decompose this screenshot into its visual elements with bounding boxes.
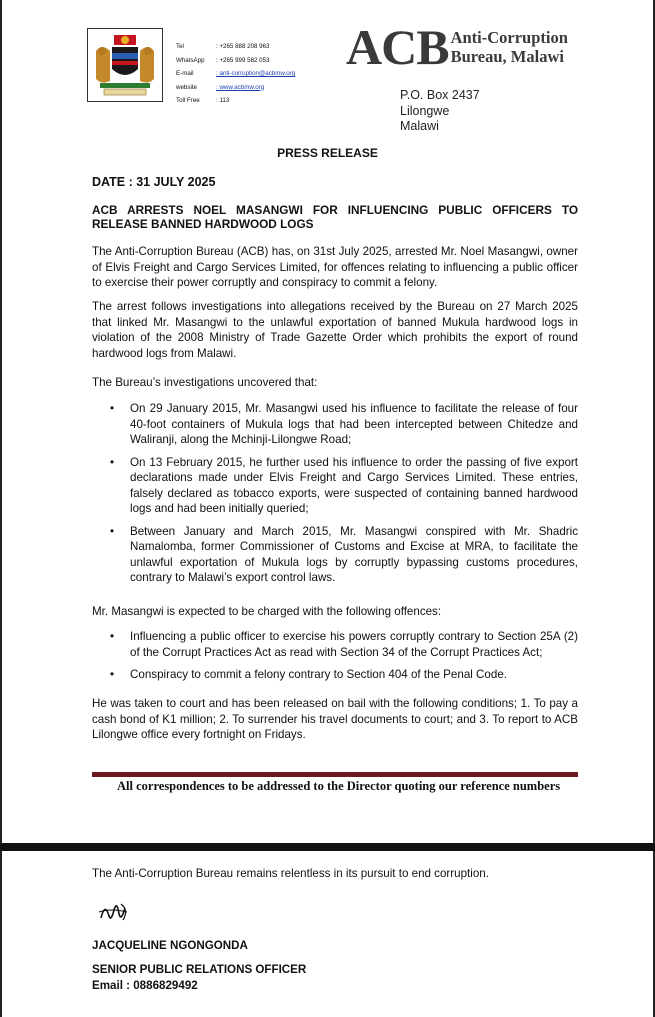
contact-email: E-mail : anti-corruption@acbmw.org <box>176 67 295 81</box>
contact-details <box>176 40 295 108</box>
email-link[interactable]: : anti-corruption@acbmw.org <box>216 70 296 77</box>
paragraph-4: Mr. Masangwi is expected to be charged with the following offences: <box>92 605 442 618</box>
list-item: • Influencing a public officer to exercise his powers corruptly contrary to Section 25A (2) of the Corrupt Practices Act as read with Section 34 of the Corrupt Practices Act; <box>110 630 578 659</box>
contact-website: website : www.acbmw.org <box>176 81 295 95</box>
closing-statement: The Anti-Corruption Bureau remains relentless in its pursuit to end corruption. <box>92 867 489 880</box>
paragraph-2: The arrest follows investigations into allegations received by the Bureau on 27 March 2025 that linked Mr. Masangwi to the unlawful exportation of banned Mukula hardwood logs in violation of the 2008 Ministry of Trade Gazette Order which prohibits the export of round hardwood logs from Malawi. <box>92 300 578 360</box>
malawi-coat-of-arms-icon <box>87 28 163 102</box>
footer-divider <box>92 772 578 777</box>
bullet-icon: • <box>110 402 115 415</box>
logo-name: Anti-Corruption Bureau, Malawi <box>450 28 568 66</box>
charges-list <box>92 629 578 690</box>
website-link[interactable]: : www.acbmw.org <box>216 83 265 91</box>
signature-icon <box>95 896 135 926</box>
bullet-icon: • <box>110 455 115 469</box>
postal-address: P.O. Box 2437 Lilongwe Malawi <box>400 88 480 133</box>
list-item: • On 13 February 2015, he further used his influence to order the passing of five export declarations made under Elvis Freight and Cargo Services Limited. These entries, falsely declared as tobacco exports, were suspected of containing banned hardwood logs and had been initially queried; <box>110 455 578 515</box>
signer-title: SENIOR PUBLIC RELATIONS OFFICER <box>92 963 307 976</box>
contact-tel: Tel : +265 888 208 963 <box>176 43 270 50</box>
logo-abbrev: ACB <box>346 19 449 75</box>
signer-email: Email : 0886829492 <box>92 979 198 992</box>
list-item: • Between January and March 2015, Mr. Masangwi conspired with Mr. Shadric Namalomba, former Commissioner of Customs and Excise at MRA, to facilitate the unlawful exportation of Mukula logs by corruptly bypassing customs procedures, contrary to Malawi’s export control laws. <box>110 524 578 584</box>
bullet-icon: • <box>110 630 115 643</box>
bullet-icon: • <box>110 668 115 681</box>
acb-logo <box>346 19 568 75</box>
contact-toll-free: Toll Free : 113 <box>176 97 230 104</box>
headline: ACB ARRESTS NOEL MASANGWI FOR INFLUENCING PUBLIC OFFICERS TO RELEASE BANNED HARDWOOD LOGS <box>92 203 578 231</box>
list-item: • On 29 January 2015, Mr. Masangwi used his influence to facilitate the release of four 40-foot containers of Mukula logs that had been intercepted between Chitedze and Waliranji, along the Mchinji-Lilongwe Road; <box>110 402 578 446</box>
page-title: PRESS RELEASE <box>277 146 378 160</box>
bullet-icon: • <box>110 524 115 538</box>
findings-list <box>92 401 578 593</box>
contact-whatsapp: WhatsApp : +265 999 582 053 <box>176 56 270 64</box>
signer-name: JACQUELINE NGONGONDA <box>92 939 248 952</box>
list-item: • Conspiracy to commit a felony contrary to Section 404 of the Penal Code. <box>110 668 507 681</box>
release-date: DATE : 31 JULY 2025 <box>92 175 216 189</box>
paragraph-5: He was taken to court and has been released on bail with the following conditions; 1. To pay a cash bond of K1 million; 2. To surrender his travel documents to court; and 3. To report to ACB Lilongwe office every fortnight on Fridays. <box>92 697 578 741</box>
signer-block <box>92 938 306 994</box>
paragraph-1: The Anti-Corruption Bureau (ACB) has, on 31st July 2025, arrested Mr. Noel Masangwi, owner of Elvis Freight and Cargo Services Limited, for offences relating to influencing a public officer to exercise their power corruptly and conspiracy to commit a felony. <box>92 245 578 289</box>
correspondence-note: All correspondences to be addressed to the Director quoting our reference numbers <box>117 779 561 793</box>
page-break <box>0 843 655 851</box>
paragraph-3: The Bureau’s investigations uncovered that: <box>92 376 318 389</box>
